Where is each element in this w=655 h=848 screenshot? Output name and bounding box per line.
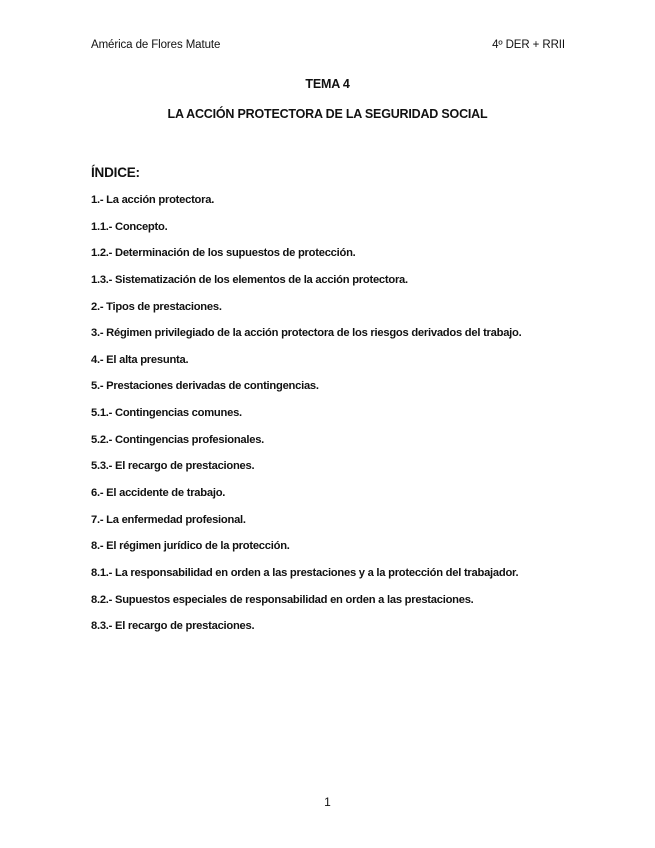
toc-item: 1.1.- Concepto.: [91, 220, 168, 233]
toc-item: 6.- El accidente de trabajo.: [91, 487, 226, 500]
toc-item: 5.- Prestaciones derivadas de contingencias.: [91, 380, 319, 393]
document-subtitle: LA ACCIÓN PROTECTORA DE LA SEGURIDAD SOCIAL: [167, 107, 488, 121]
toc-item: 1.3.- Sistematización de los elementos de la acción protectora.: [91, 273, 408, 286]
toc-item: 5.2.- Contingencias profesionales.: [91, 433, 265, 446]
toc-item: 8.- El régimen jurídico de la protección.: [91, 540, 290, 553]
page-header-author: América de Flores Matute: [91, 39, 221, 51]
toc-item: 7.- La enfermedad profesional.: [91, 513, 246, 526]
toc-item: 2.- Tipos de prestaciones.: [91, 300, 222, 313]
toc-item: 5.3.- El recargo de prestaciones.: [91, 460, 255, 473]
index-heading: ÍNDICE:: [91, 165, 140, 180]
document-title: TEMA 4: [305, 77, 350, 91]
toc-item: 8.2.- Supuestos especiales de responsabilidad en orden a las prestaciones.: [91, 593, 474, 606]
toc-item: 3.- Régimen privilegiado de la acción protectora de los riesgos derivados del trabajo.: [91, 327, 522, 340]
toc-item: 5.1.- Contingencias comunes.: [91, 407, 242, 420]
toc-item: 8.1.- La responsabilidad en orden a las prestaciones y a la protección del trabajador.: [91, 566, 519, 579]
page-number: 1: [324, 795, 331, 809]
table-of-contents: [91, 194, 521, 647]
toc-item: 1.- La acción protectora.: [91, 194, 215, 206]
toc-item: 4.- El alta presunta.: [91, 353, 189, 366]
toc-item: 1.2.- Determinación de los supuestos de protección.: [91, 247, 356, 260]
toc-item: 8.3.- El recargo de prestaciones.: [91, 620, 255, 633]
page-header-course: 4º DER + RRII: [492, 39, 565, 51]
